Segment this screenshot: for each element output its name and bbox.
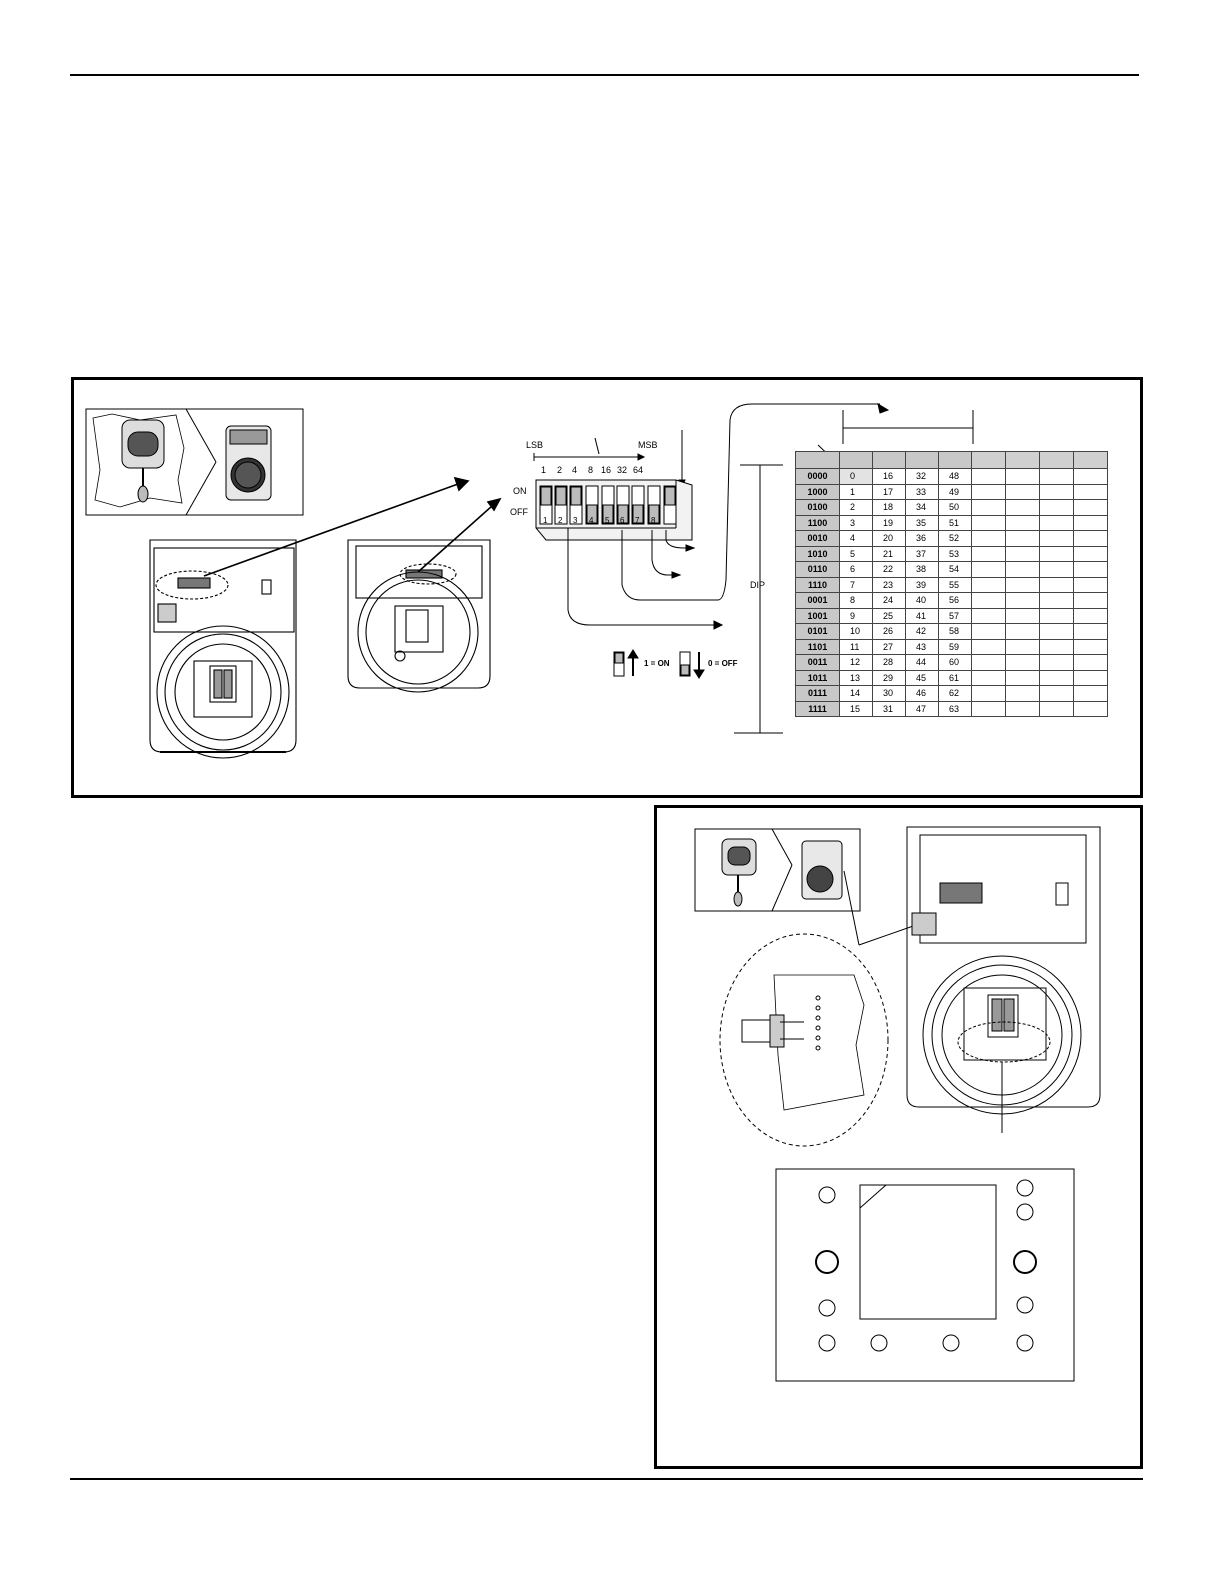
address-cell: 3 <box>840 515 873 531</box>
address-table <box>795 451 1108 717</box>
address-cell: 7 <box>840 577 873 593</box>
address-cell: 46 <box>906 686 939 702</box>
binary-code: 0110 <box>796 562 840 578</box>
table-row <box>796 577 1108 593</box>
binary-code: 1111 <box>796 701 840 717</box>
binary-code: 1101 <box>796 639 840 655</box>
address-cell: 14 <box>840 686 873 702</box>
detector-rear-view <box>348 540 490 692</box>
address-cell: 10 <box>840 624 873 640</box>
address-cell: 43 <box>906 639 939 655</box>
address-cell: 35 <box>906 515 939 531</box>
address-cell: 40 <box>906 593 939 609</box>
weight-32: 32 <box>617 465 628 475</box>
address-cell: 50 <box>939 500 972 516</box>
address-cell: 27 <box>873 639 906 655</box>
table-row <box>796 686 1108 702</box>
address-cell: 26 <box>873 624 906 640</box>
address-cell: 2 <box>840 500 873 516</box>
address-cell: 23 <box>873 577 906 593</box>
address-cell: 22 <box>873 562 906 578</box>
table-row <box>796 655 1108 671</box>
table-row <box>796 624 1108 640</box>
address-cell: 57 <box>939 608 972 624</box>
binary-code: 1010 <box>796 546 840 562</box>
binary-code: 0111 <box>796 686 840 702</box>
address-cell: 44 <box>906 655 939 671</box>
address-cell: 15 <box>840 701 873 717</box>
address-cell: 39 <box>906 577 939 593</box>
address-cell: 38 <box>906 562 939 578</box>
address-cell: 41 <box>906 608 939 624</box>
address-cell: 29 <box>873 670 906 686</box>
on-label: ON <box>513 486 527 496</box>
table-row <box>796 546 1108 562</box>
address-cell: 25 <box>873 608 906 624</box>
address-cell: 5 <box>840 546 873 562</box>
binary-code: 0000 <box>796 469 840 485</box>
binary-code: 0001 <box>796 593 840 609</box>
address-cell: 9 <box>840 608 873 624</box>
weight-2: 2 <box>557 465 563 475</box>
address-cell: 58 <box>939 624 972 640</box>
mounting-illustration <box>654 805 1143 1469</box>
address-cell: 61 <box>939 670 972 686</box>
address-cell: 4 <box>840 531 873 547</box>
switch-number-7: 7 <box>635 516 640 525</box>
address-cell: 54 <box>939 562 972 578</box>
weight-4: 4 <box>572 465 578 475</box>
weight-16: 16 <box>601 465 612 475</box>
lsb-label: LSB <box>526 440 544 450</box>
address-cell: 56 <box>939 593 972 609</box>
table-row <box>796 593 1108 609</box>
binary-code: 0101 <box>796 624 840 640</box>
address-cell: 20 <box>873 531 906 547</box>
table-row <box>796 639 1108 655</box>
binary-code: 1000 <box>796 484 840 500</box>
address-cell: 45 <box>906 670 939 686</box>
address-cell: 59 <box>939 639 972 655</box>
weight-8: 8 <box>588 465 594 475</box>
table-row <box>796 531 1108 547</box>
address-cell: 24 <box>873 593 906 609</box>
switch-number-4: 4 <box>589 516 594 525</box>
address-cell: 36 <box>906 531 939 547</box>
address-cell: 49 <box>939 484 972 500</box>
binary-code: 1001 <box>796 608 840 624</box>
address-cell: 8 <box>840 593 873 609</box>
address-cell: 32 <box>906 469 939 485</box>
switch-number-8: 8 <box>651 516 656 525</box>
legend-on: 1 = ON <box>644 659 670 668</box>
address-cell: 0 <box>840 469 873 485</box>
msb-label: MSB <box>638 440 658 450</box>
address-cell: 52 <box>939 531 972 547</box>
address-cell: 28 <box>873 655 906 671</box>
address-cell: 6 <box>840 562 873 578</box>
address-cell: 63 <box>939 701 972 717</box>
switch-number-3: 3 <box>573 516 578 525</box>
address-cell: 31 <box>873 701 906 717</box>
table-row <box>796 670 1108 686</box>
address-cell: 48 <box>939 469 972 485</box>
address-cell: 17 <box>873 484 906 500</box>
switch-number-2: 2 <box>558 516 563 525</box>
switch-number-1: 1 <box>543 516 548 525</box>
table-row <box>796 701 1108 717</box>
table-row <box>796 608 1108 624</box>
address-cell: 12 <box>840 655 873 671</box>
off-label: OFF <box>510 507 528 517</box>
address-cell: 18 <box>873 500 906 516</box>
dip-label: DIP <box>750 580 766 590</box>
address-cell: 30 <box>873 686 906 702</box>
address-cell: 34 <box>906 500 939 516</box>
detector-open-view <box>150 540 296 758</box>
table-row <box>796 484 1108 500</box>
table-row <box>796 515 1108 531</box>
switch-number-6: 6 <box>620 516 625 525</box>
table-row <box>796 562 1108 578</box>
binary-code: 1100 <box>796 515 840 531</box>
table-row <box>796 500 1108 516</box>
binary-code: 1011 <box>796 670 840 686</box>
address-cell: 19 <box>873 515 906 531</box>
address-cell: 21 <box>873 546 906 562</box>
address-cell: 42 <box>906 624 939 640</box>
table-row <box>796 469 1108 485</box>
legend-off: 0 = OFF <box>708 659 738 668</box>
weight-1: 1 <box>541 465 547 475</box>
switch-number-5: 5 <box>605 516 610 525</box>
address-cell: 47 <box>906 701 939 717</box>
address-cell: 60 <box>939 655 972 671</box>
table-header-row <box>796 452 1108 469</box>
bottom-rule <box>70 1478 1143 1480</box>
binary-code: 1110 <box>796 577 840 593</box>
address-cell: 1 <box>840 484 873 500</box>
address-cell: 33 <box>906 484 939 500</box>
binary-code: 0100 <box>796 500 840 516</box>
binary-code: 0010 <box>796 531 840 547</box>
address-cell: 55 <box>939 577 972 593</box>
binary-code: 0011 <box>796 655 840 671</box>
address-cell: 62 <box>939 686 972 702</box>
address-cell: 53 <box>939 546 972 562</box>
address-cell: 51 <box>939 515 972 531</box>
cover-removal-inset <box>86 409 303 515</box>
weight-64: 64 <box>633 465 644 475</box>
address-cell: 11 <box>840 639 873 655</box>
address-cell: 13 <box>840 670 873 686</box>
address-cell: 37 <box>906 546 939 562</box>
address-cell: 16 <box>873 469 906 485</box>
